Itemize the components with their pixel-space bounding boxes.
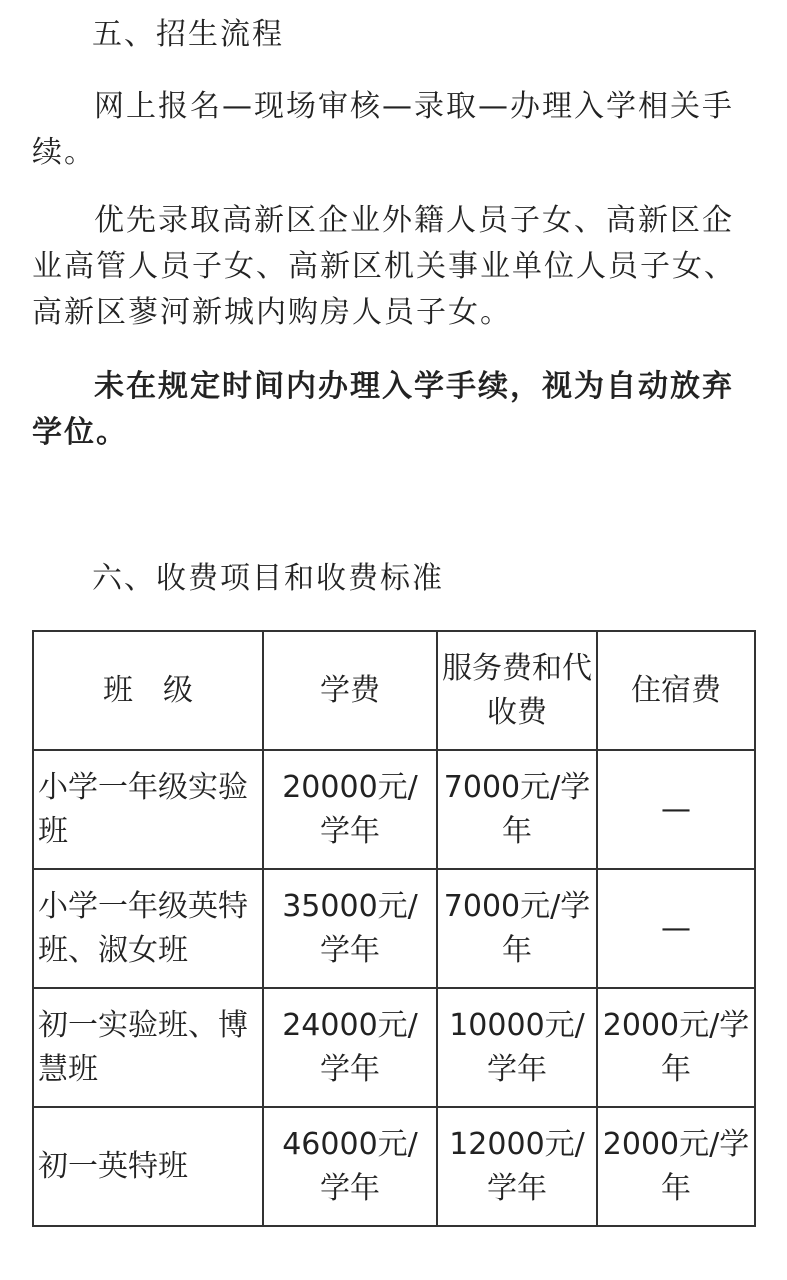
fee-table-header-row [33, 631, 755, 750]
cell-tuition: 20000元/学年 [263, 750, 437, 869]
cell-service-fee: 7000元/学年 [437, 750, 597, 869]
section-heading-fees: 六、收费项目和收费标准 [92, 561, 444, 596]
cell-service-fee: 7000元/学年 [437, 869, 597, 988]
cell-boarding-fee: — [597, 869, 755, 988]
table-row [33, 1107, 755, 1226]
priority-admission-text: 优先录取高新区企业外籍人员子女、高新区企业高管人员子女、高新区机关事业单位人员子女、高新区蓼河新城内购房人员子女。 [32, 203, 736, 330]
header-service-fee: 服务费和代收费 [437, 631, 597, 750]
cell-boarding-fee: 2000元/学年 [597, 1107, 755, 1226]
fee-table [32, 630, 756, 1227]
header-boarding-fee: 住宿费 [597, 631, 755, 750]
table-row [33, 750, 755, 869]
cell-class: 小学一年级实验班 [33, 750, 263, 869]
cell-class: 小学一年级英特班、淑女班 [33, 869, 263, 988]
cell-tuition: 24000元/学年 [263, 988, 437, 1107]
cell-service-fee: 10000元/学年 [437, 988, 597, 1107]
deadline-notice-text: 未在规定时间内办理入学手续，视为自动放弃学位。 [32, 369, 734, 450]
table-row [33, 869, 755, 988]
enrollment-process-steps: 网上报名—现场审核—录取—办理入学相关手续。 [32, 89, 734, 170]
table-row [33, 988, 755, 1107]
cell-class: 初一英特班 [33, 1107, 263, 1226]
cell-service-fee: 12000元/学年 [437, 1107, 597, 1226]
cell-tuition: 46000元/学年 [263, 1107, 437, 1226]
cell-boarding-fee: 2000元/学年 [597, 988, 755, 1107]
header-tuition: 学费 [263, 631, 437, 750]
cell-boarding-fee: — [597, 750, 755, 869]
cell-tuition: 35000元/学年 [263, 869, 437, 988]
header-class: 班 级 [33, 631, 263, 750]
section-heading-enrollment-process: 五、招生流程 [92, 17, 284, 52]
cell-class: 初一实验班、博慧班 [33, 988, 263, 1107]
